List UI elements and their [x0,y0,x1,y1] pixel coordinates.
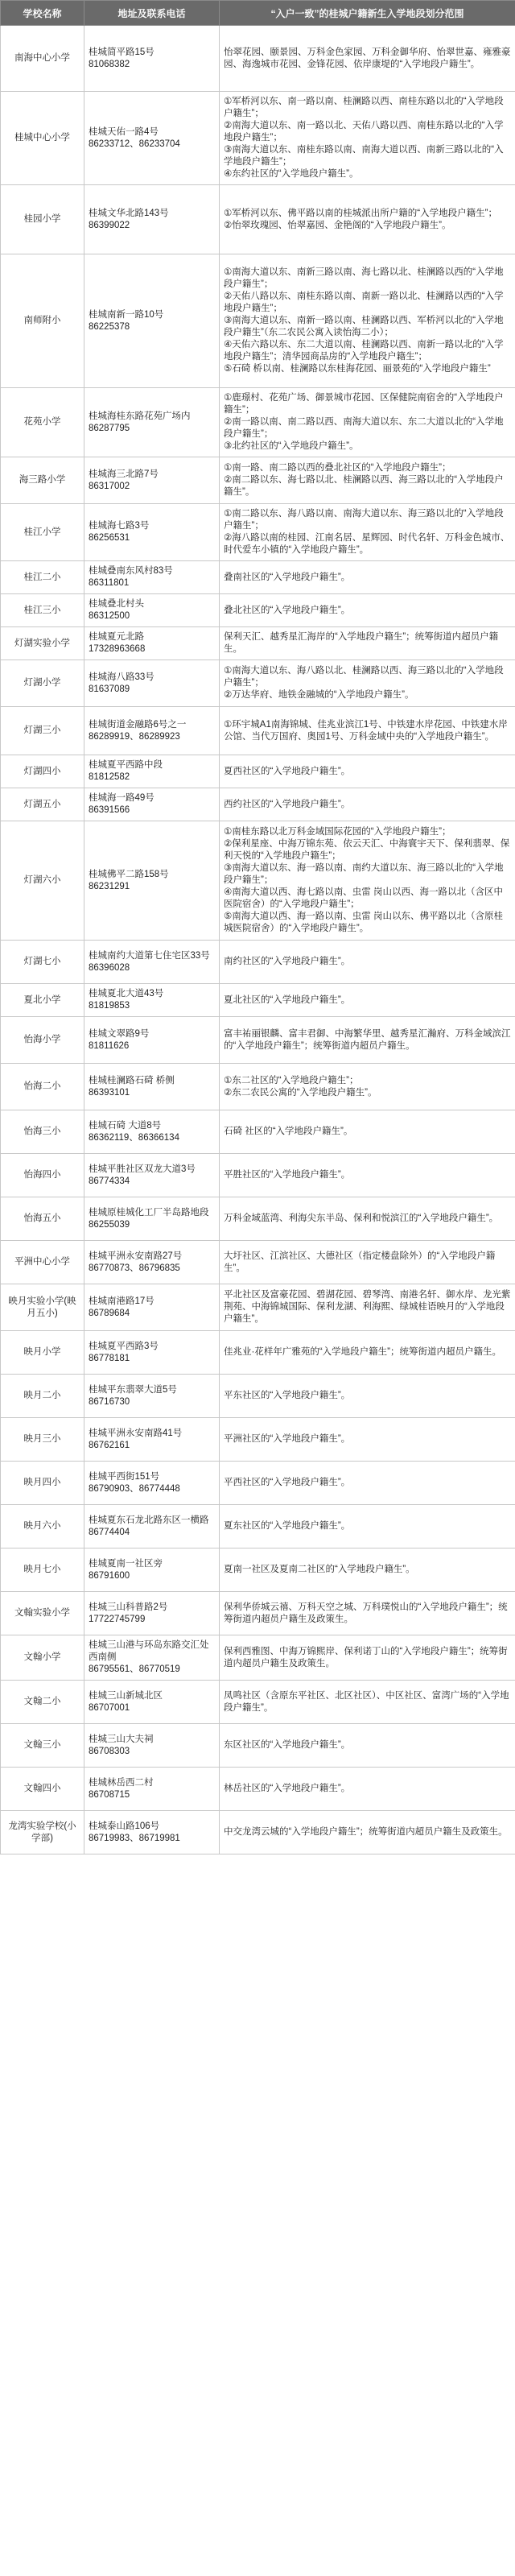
school-name: 怡海三小 [1,1110,84,1154]
school-address-phone [84,1331,220,1375]
school-name: 文翰二小 [1,1681,84,1724]
scope-line: ①东二社区的“入学地段户籍生”； [224,1075,359,1085]
scope-line: ①南海大道以东、南新三路以南、海七路以北、桂澜路以西的“入学地段户籍生”； [224,267,504,289]
school-address-phone [84,1724,220,1768]
table-row [1,660,515,707]
school-address-phone [84,561,220,594]
phone-number: 86795561、86770519 [89,1664,180,1674]
phone-number: 86393101 [89,1087,130,1098]
enrollment-scope [220,984,515,1017]
scope-line: ②南海大道以东、南一路以北、天佑八路以西、南桂东路以北的“入学地段户籍生”； [224,121,504,143]
school-address-phone [84,1017,220,1064]
table-row [1,26,515,92]
phone-number: 86231291 [89,881,130,891]
school-address-phone [84,1768,220,1811]
address-line: 桂城夏元北路 [89,632,144,642]
scope-line: ①鹿璟村、花苑广场、御景城市花园、区保健院南宿舍的“入学地段户籍生”； [224,393,504,415]
table-row [1,1110,515,1154]
enrollment-scope [220,1331,515,1375]
address-line: 桂城文翠路9号 [89,1028,150,1039]
scope-line: ②万达华府、地铁金融城的“入学地段户籍生”。 [224,690,414,700]
school-address-phone [84,1811,220,1854]
phone-number: 86311801 [89,578,130,588]
enrollment-scope [220,1592,515,1635]
school-name: 海三路小学 [1,457,84,504]
school-name: 南海中心小学 [1,26,84,92]
table-row [1,561,515,594]
school-name: 文翰小学 [1,1635,84,1681]
school-name: 怡海小学 [1,1017,84,1064]
school-name: 映月三小 [1,1418,84,1462]
address-line: 桂城三山大夫祠 [89,1734,154,1744]
school-address-phone [84,660,220,707]
header-enrollment-scope: “入户一致”的桂城户籍新生入学地段划分范围 [220,1,515,26]
scope-line: 夏南一社区及夏南二社区的“入学地段户籍生”。 [224,1565,415,1574]
phone-number: 86255039 [89,1219,130,1230]
enrollment-scope [220,707,515,755]
school-name: 文翰三小 [1,1724,84,1768]
address-line: 桂城简平路15号 [89,47,154,57]
scope-line: 万科金域蓝湾、利海尖东半岛、保利和悦滨江的“入学地段户籍生”。 [224,1214,499,1223]
scope-line: ①南桂东路以北万科金域国际花园的“入学地段户籍生”； [224,827,451,837]
enrollment-scope [220,1505,515,1548]
table-row [1,1331,515,1375]
scope-line: ②天佑八路以东、南桂东路以南、南新一路以北、桂澜路以西的“入学地段户籍生”； [224,292,504,313]
table-row [1,504,515,561]
school-address-phone [84,26,220,92]
scope-line: 西约社区的“入学地段户籍生”。 [224,799,351,809]
table-row [1,92,515,185]
school-address-phone [84,1635,220,1681]
address-line: 桂城平洲永安南路41号 [89,1428,183,1438]
enrollment-scope [220,1197,515,1241]
table-row [1,941,515,984]
scope-line: ①军桥河以东、佛平路以南的桂城派出所户籍的“入学地段户籍生”； [224,208,497,218]
scope-line: ①南一路、南二路以西的叠北社区的“入学地段户籍生”； [224,463,451,473]
scope-line: 怡翠花园、颐景园、万科金色家园、万科金御华府、怡翠世嘉、雍雅豪园、海逸城市花园、金锋花园、依岸康堤的“入学地段户籍生”。 [224,47,511,69]
table-row [1,457,515,504]
enrollment-scope [220,504,515,561]
scope-line: ③北约社区的“入学地段户籍生”。 [224,441,359,451]
table-row [1,1064,515,1110]
table-row [1,984,515,1017]
address-line: 桂城海一路49号 [89,793,154,803]
school-name: 映月七小 [1,1548,84,1592]
table-row [1,821,515,941]
scope-line: 夏西社区的“入学地段户籍生”。 [224,766,351,776]
school-address-phone [84,1110,220,1154]
school-address-phone [84,1505,220,1548]
address-line: 桂城海七路3号 [89,521,150,531]
school-name: 灯湖实验小学 [1,627,84,660]
address-line: 桂城平洲永安南路27号 [89,1251,183,1261]
table-row [1,1284,515,1331]
enrollment-scope [220,1110,515,1154]
table-row [1,1811,515,1854]
address-line: 桂城叠南东风村83号 [89,566,173,576]
scope-line: ④南海大道以西、海七路以南、虫雷 岗山以西、海一路以北（含区中医院宿舍）的“入学地段户籍生”； [224,887,504,909]
phone-number: 86719983、86719981 [89,1833,180,1843]
school-name: 灯湖小学 [1,660,84,707]
school-name: 怡海四小 [1,1154,84,1197]
enrollment-scope [220,26,515,92]
phone-number: 86791600 [89,1570,130,1581]
school-address-phone [84,1462,220,1505]
enrollment-scope [220,1681,515,1724]
school-name: 怡海五小 [1,1197,84,1241]
school-address-phone [84,1154,220,1197]
school-address-phone [84,388,220,457]
enrollment-scope [220,660,515,707]
phone-number: 86778181 [89,1353,130,1363]
scope-line: ①南二路以东、海八路以南、南海大道以东、海三路以北的“入学地段户籍生”； [224,509,504,531]
table-row [1,254,515,388]
school-name: 灯湖七小 [1,941,84,984]
scope-line: ③南海大道以东、海一路以南、南约大道以东、海三路以北的“入学地段户籍生”； [224,863,504,885]
phone-number: 17328963668 [89,644,146,654]
address-line: 桂城石碕 大道8号 [89,1120,162,1131]
phone-number: 86317002 [89,481,130,491]
address-line: 桂城夏东石龙北路东区一横路 [89,1515,209,1525]
address-line: 桂城泰山路106号 [89,1821,160,1831]
table-row [1,1681,515,1724]
scope-line: 石碕 社区的“入学地段户籍生”。 [224,1127,353,1136]
enrollment-scope [220,1064,515,1110]
enrollment-scope [220,1811,515,1854]
phone-number: 86707001 [89,1702,130,1713]
scope-line: 平胜社区的“入学地段户籍生”。 [224,1170,351,1180]
table-row [1,1197,515,1241]
enrollment-scope [220,627,515,660]
school-address-phone [84,1592,220,1635]
address-line: 桂城平胜社区双龙大道3号 [89,1164,196,1174]
table-row [1,1635,515,1681]
school-address-phone [84,627,220,660]
phone-number: 81812582 [89,772,130,782]
school-name: 平洲中心小学 [1,1241,84,1284]
phone-number: 81068382 [89,59,130,69]
enrollment-scope [220,92,515,185]
phone-number: 86789684 [89,1308,130,1318]
address-line: 桂城夏北大道43号 [89,989,164,999]
enrollment-scope [220,788,515,821]
phone-number: 86708303 [89,1746,130,1756]
school-address-phone [84,254,220,388]
table-row [1,755,515,788]
address-line: 桂城南约大道第七住宅区33号 [89,950,210,961]
scope-line: ③南海大道以东、南桂东路以南、南海大道以西、南新三路以北的“入学地段户籍生”； [224,145,504,167]
enrollment-scope [220,755,515,788]
scope-line: 保利西雅图、中海万锦熙岸、保利诺丁山的“入学地段户籍生”；统筹街道内超员户籍生及政策生。 [224,1646,508,1668]
school-name: 映月四小 [1,1462,84,1505]
scope-line: 叠北社区的“入学地段户籍生”。 [224,605,351,615]
school-name: 桂城中心小学 [1,92,84,185]
phone-number: 86774404 [89,1527,130,1537]
scope-line: 平西社区的“入学地段户籍生”。 [224,1478,351,1487]
address-line: 桂城文华北路143号 [89,208,169,218]
address-line: 桂城平东翡翠大道5号 [89,1384,177,1395]
scope-line: 佳兆业·花样年广雅苑的“入学地段户籍生”；统筹街道内超员户籍生。 [224,1347,501,1357]
scope-line: 平东社区的“入学地段户籍生”。 [224,1391,351,1400]
enrollment-scope [220,1724,515,1768]
scope-line: 平北社区及富豪花园、碧湖花园、碧琴湾、南港名轩、御水岸、龙光紫荆苑、中海锦城国际、保利龙湖、利海熙、绿城桂语映月的“入学地段户籍生”。 [224,1290,511,1324]
scope-line: 大圩社区、江滨社区、大德社区（指定楼盘除外）的“入学地段户籍生”。 [224,1251,496,1273]
school-address-phone [84,1418,220,1462]
scope-line: ⑤石碕 桥以南、桂澜路以东桂海花园、丽景苑的“入学地段户籍生” [224,364,491,374]
school-name: 龙湾实验学校(小学部) [1,1811,84,1854]
school-name: 文翰四小 [1,1768,84,1811]
scope-line: ①环宇城A1南海锦城、佳兆业滨江1号、中铁建水岸花园、中铁建水岸公馆、当代万国府、奥园1号、万科金域中央的“入学地段户籍生”。 [224,719,508,742]
enrollment-scope [220,561,515,594]
table-row [1,185,515,254]
phone-number: 86391566 [89,805,130,815]
table-row [1,1548,515,1592]
scope-line: 东区社区的“入学地段户籍生”。 [224,1740,351,1750]
header-address-phone: 地址及联系电话 [84,1,220,26]
school-name: 映月实验小学(映月五小) [1,1284,84,1331]
address-line: 桂城三山港与环岛东路交汇处西南侧 [89,1640,209,1662]
school-name: 灯湖三小 [1,707,84,755]
address-line: 桂城桂澜路石碕 桥侧 [89,1075,175,1085]
school-name: 怡海二小 [1,1064,84,1110]
school-name: 桂江二小 [1,561,84,594]
table-row [1,1724,515,1768]
scope-line: ②东二农民公寓的“入学地段户籍生”。 [224,1087,377,1098]
school-name: 灯湖六小 [1,821,84,941]
enrollment-scope [220,821,515,941]
school-address-phone [84,1064,220,1110]
school-address-phone [84,1284,220,1331]
address-line: 桂城海三北路7号 [89,469,159,479]
scope-line: 夏东社区的“入学地段户籍生”。 [224,1521,351,1531]
enrollment-scope [220,941,515,984]
school-address-phone [84,984,220,1017]
table-row [1,388,515,457]
enrollment-scope [220,1462,515,1505]
school-address-phone [84,707,220,755]
enrollment-scope [220,1418,515,1462]
table-row [1,1592,515,1635]
table-row [1,1017,515,1064]
enrollment-scope [220,594,515,627]
school-name: 夏北小学 [1,984,84,1017]
school-name: 灯湖四小 [1,755,84,788]
school-address-phone [84,1197,220,1241]
scope-line: ④天佑六路以东、东二大道以南、桂澜路以西、南新一路以北的“入学地段户籍生”；清华园商品房的“入学地段户籍生”； [224,340,504,362]
scope-line: 凤鸣社区（含原东平社区、北区社区）、中区社区、富湾广场的“入学地段户籍生”。 [224,1690,509,1713]
address-line: 桂城叠北村头 [89,599,144,609]
enrollment-scope [220,1548,515,1592]
scope-line: ④东约社区的“入学地段户籍生”。 [224,169,359,179]
address-line: 桂城三山新城北区 [89,1690,163,1701]
table-row [1,627,515,660]
school-name: 灯湖五小 [1,788,84,821]
table-header-row [1,1,515,26]
enrollment-scope [220,1284,515,1331]
scope-line: 平洲社区的“入学地段户籍生”。 [224,1434,351,1444]
phone-number: 86399022 [89,220,130,230]
phone-number: 86762161 [89,1440,130,1450]
phone-number: 86770873、86796835 [89,1263,180,1273]
phone-number: 86362119、86366134 [89,1132,179,1143]
school-name: 映月小学 [1,1331,84,1375]
enrollment-scope [220,254,515,388]
school-name: 南师附小 [1,254,84,388]
school-address-phone [84,1548,220,1592]
phone-number: 86312500 [89,611,130,621]
address-line: 桂城海桂东路花苑广场内 [89,411,191,421]
address-line: 桂城夏平西路中段 [89,760,163,770]
scope-line: ②南一路以南、南二路以西、南海大道以东、东二大道以北的“入学地段户籍生”； [224,417,504,439]
school-address-phone [84,504,220,561]
school-address-phone [84,788,220,821]
address-line: 桂城林岳西二村 [89,1777,154,1788]
school-address-phone [84,1375,220,1418]
address-line: 桂城街道金融路6号之一 [89,719,187,730]
school-address-phone [84,457,220,504]
school-name: 桂江小学 [1,504,84,561]
table-row [1,594,515,627]
header-school-name: 学校名称 [1,1,84,26]
phone-number: 81811626 [89,1040,130,1051]
school-address-phone [84,1681,220,1724]
school-address-phone [84,185,220,254]
table-row [1,1418,515,1462]
scope-line: 保利华侨城云禧、万科天空之城、万科璞悦山的“入学地段户籍生”；统筹街道内超员户籍生及政策生。 [224,1602,508,1624]
phone-number: 86233712、86233704 [89,139,180,149]
scope-line: 保利天汇、越秀星汇海岸的“入学地段户籍生”；统筹街道内超员户籍生。 [224,632,499,654]
phone-number: 86225378 [89,321,130,332]
table-row [1,1505,515,1548]
enrollment-scope [220,1241,515,1284]
address-line: 桂城南新一路10号 [89,309,164,320]
phone-number: 86287795 [89,423,130,433]
enrollment-scope [220,1154,515,1197]
school-address-phone [84,755,220,788]
table-row [1,707,515,755]
enrollment-scope [220,457,515,504]
phone-number: 86396028 [89,962,130,973]
address-line: 桂城南港路17号 [89,1296,154,1306]
scope-line: ②海八路以南的桂园、江南名居、星辉园、时代名轩、万科金色城市、时代爱车小镇的“入学地段户籍生”。 [224,533,510,555]
scope-line: ③南海大道以东、南新一路以南、桂澜路以西、军桥河以北的“入学地段户籍生”（东二农民公寓入读怡海二小）； [224,316,504,337]
school-name: 文翰实验小学 [1,1592,84,1635]
phone-number: 81637089 [89,684,130,694]
enrollment-scope [220,1375,515,1418]
school-name: 映月六小 [1,1505,84,1548]
scope-line: 夏北社区的“入学地段户籍生”。 [224,994,351,1005]
address-line: 桂城天佑一路4号 [89,126,159,137]
school-name: 花苑小学 [1,388,84,457]
table-row [1,1768,515,1811]
scope-line: 林岳社区的“入学地段户籍生”。 [224,1784,351,1793]
address-line: 桂城夏平西路3号 [89,1341,159,1351]
table-row [1,1241,515,1284]
school-address-phone [84,1241,220,1284]
table-row [1,788,515,821]
school-name: 桂江三小 [1,594,84,627]
phone-number: 17722745799 [89,1614,146,1624]
scope-line: 中交龙湾云城的“入学地段户籍生”；统筹街道内超员户籍生及政策生。 [224,1827,508,1837]
school-address-phone [84,594,220,627]
scope-line: ①南海大道以东、海八路以北、桂澜路以西、海三路以北的“入学地段户籍生”； [224,666,504,688]
school-address-phone [84,821,220,941]
scope-line: 叠南社区的“入学地段户籍生”。 [224,572,351,582]
address-line: 桂城原桂城化工厂半岛路地段 [89,1207,209,1218]
address-line: 桂城平西街151号 [89,1471,160,1482]
address-line: 桂城佛平二路158号 [89,869,169,879]
enrollment-scope [220,185,515,254]
enrollment-scope [220,388,515,457]
scope-line: 富丰祐丽银麟、富丰君御、中海繁华里、越秀星汇瀚府、万科金域滨江的“入学地段户籍生”；统筹街道内超员户籍生。 [224,1028,511,1051]
school-address-phone [84,92,220,185]
phone-number: 81819853 [89,1001,130,1011]
scope-line: ②怡翠玫瑰园、怡翠嘉园、金艳阁的“入学地段户籍生”。 [224,220,451,230]
phone-number: 86774334 [89,1176,130,1186]
scope-line: 南约社区的“入学地段户籍生”。 [224,957,351,966]
address-line: 桂城三山科普路2号 [89,1602,168,1612]
scope-line: ①军桥河以东、南一路以南、桂澜路以西、南桂东路以北的“入学地段户籍生”； [224,97,504,118]
phone-number: 86708715 [89,1789,130,1800]
table-row [1,1375,515,1418]
school-name: 桂园小学 [1,185,84,254]
scope-line: ⑤南海大道以西、海一路以南、虫雷 岗山以东、佛平路以北（含原桂城医院宿舍）的“入学地段户籍生”。 [224,912,504,933]
phone-number: 86716730 [89,1396,130,1407]
table-row [1,1462,515,1505]
phone-number: 86790903、86774448 [89,1483,180,1494]
school-name: 映月二小 [1,1375,84,1418]
scope-line: ②南二路以东、海七路以北、桂澜路以西、海三路以北的“入学地段户籍生”。 [224,475,504,497]
enrollment-scope [220,1768,515,1811]
address-line: 桂城夏南一社区旁 [89,1558,163,1569]
enrollment-scope [220,1635,515,1681]
phone-number: 86289919、86289923 [89,731,180,742]
phone-number: 86256531 [89,533,130,543]
school-address-phone [84,941,220,984]
scope-line: ②保利星座、中海万锦东苑、依云天汇、中海寰宇天下、保利翡翠、保利天悦的“入学地段户籍生”； [224,839,510,861]
table-row [1,1154,515,1197]
address-line: 桂城海八路33号 [89,672,154,682]
enrollment-scope [220,1017,515,1064]
